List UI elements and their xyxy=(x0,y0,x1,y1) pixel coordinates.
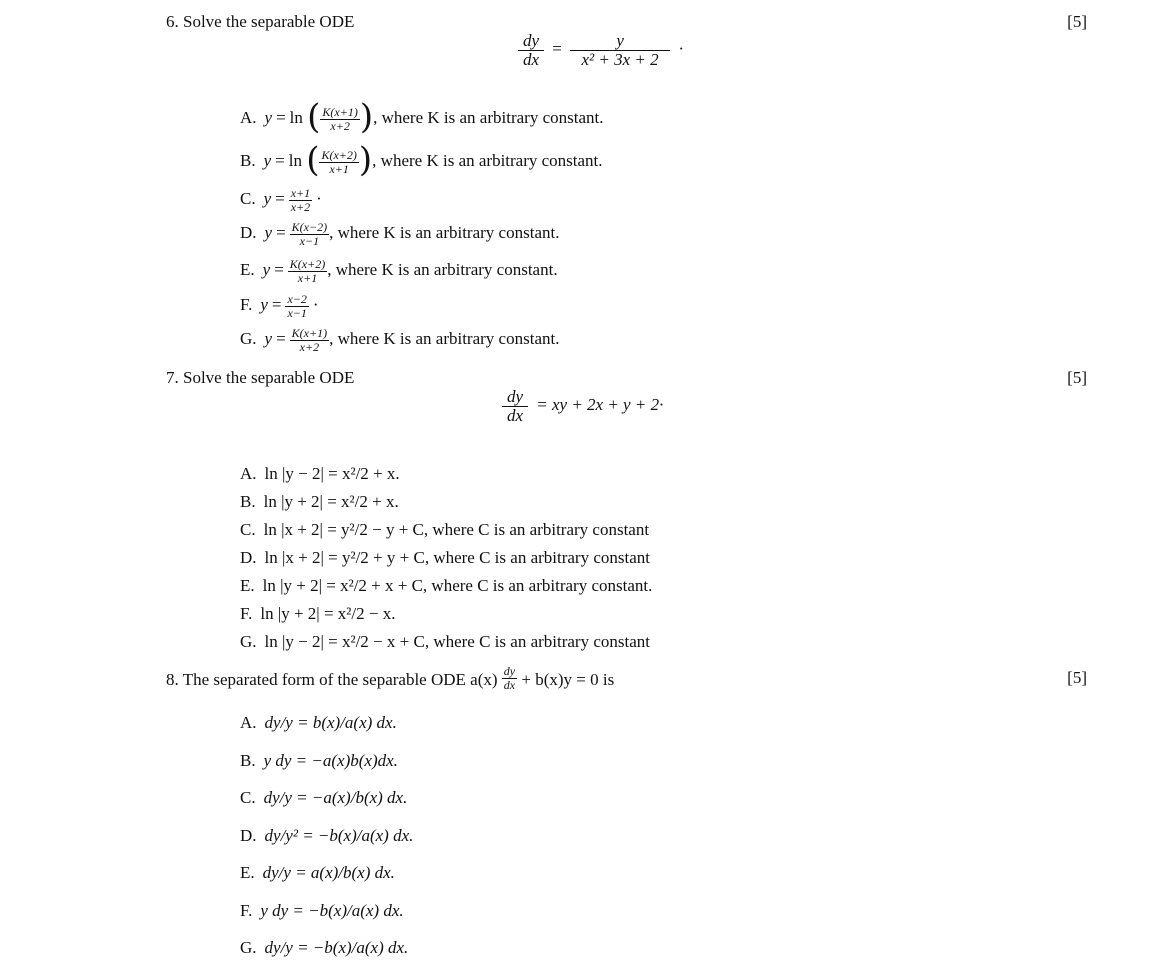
q6-option-e[interactable]: E. y = $\frac{K(x+2)}{x+1}$ , where K is an arbitrary constant. xyxy=(240,257,558,285)
q6f-tail: · xyxy=(312,295,319,314)
q8-prompt-num: dy xyxy=(503,664,516,678)
q8c-text: dy/y = −a(x)/b(x) dx. xyxy=(263,788,408,807)
q6c-tail: · xyxy=(316,189,322,208)
q8-marks: [5] xyxy=(1067,668,1087,687)
q7-lhs-den: dx xyxy=(506,405,524,425)
q6-prompt: Solve the separable ODE xyxy=(183,12,355,31)
q7-option-d[interactable] xyxy=(240,544,652,572)
q6d-tail: , where K is an arbitrary constant. xyxy=(329,223,560,242)
option-label: A. xyxy=(240,107,257,127)
q6a-num: K(x+1) xyxy=(322,104,358,119)
option-label: C. xyxy=(240,520,256,539)
q6-option-f[interactable]: F. y = $\frac{x-2}{x-1}$ · xyxy=(240,292,319,320)
q8-number: 8. xyxy=(166,670,179,689)
q8-option-g[interactable] xyxy=(240,929,413,967)
q6f-num: x−2 xyxy=(287,292,307,306)
q8-options xyxy=(240,704,413,967)
q8-prompt-den: dx xyxy=(503,677,516,692)
option-label: F. xyxy=(240,900,253,920)
option-label: G. xyxy=(240,329,257,348)
q6a-tail: , where K is an arbitrary constant. xyxy=(373,107,604,127)
q6e-num: K(x+2) xyxy=(289,257,326,271)
q7d-text: ln |x + 2| = y²/2 + y + C, where C is an arbitrary constant xyxy=(264,548,650,567)
q7-number: 7. xyxy=(166,368,179,387)
q7-option-a[interactable] xyxy=(240,460,652,488)
q8-heading xyxy=(166,664,615,694)
q8f-text: y dy = −b(x)/a(x) dx. xyxy=(260,900,404,920)
q8b-text: y dy = −a(x)b(x)dx. xyxy=(263,750,398,770)
option-label: A. xyxy=(240,464,257,483)
q6-option-b[interactable]: B. y = ln ( $\frac{K(x+2)}{x+1}$ ), where K is an arbitrary constant. xyxy=(240,140,603,180)
q6d-den: x−1 xyxy=(299,233,320,248)
q6-number: 6. xyxy=(166,12,179,31)
q7a-text: ln |y − 2| = x²/2 + x. xyxy=(264,464,400,483)
q7-heading xyxy=(166,368,354,388)
q7-rhs: = xy + 2x + y + 2· xyxy=(536,395,664,415)
q8-option-a[interactable] xyxy=(240,704,413,742)
q6-option-g[interactable]: G. y = $\frac{K(x+1)}{x+2}$ , where K is an arbitrary constant. xyxy=(240,326,560,354)
option-label: A. xyxy=(240,713,257,732)
q6-marks: [5] xyxy=(1067,12,1087,31)
option-label: D. xyxy=(240,223,257,242)
q8-option-b[interactable] xyxy=(240,742,413,780)
option-label: F. xyxy=(240,295,253,314)
option-label: D. xyxy=(240,825,257,845)
option-label: G. xyxy=(240,938,257,957)
q6f-den: x−1 xyxy=(287,305,307,320)
q8-option-c[interactable] xyxy=(240,779,413,817)
option-label: E. xyxy=(240,260,255,279)
q7-marks: [5] xyxy=(1067,368,1087,387)
q6-option-c[interactable]: C. y = $\frac{x+1}{x+2}$ · xyxy=(240,186,322,214)
q7g-text: ln |y − 2| = x²/2 − x + C, where C is an arbitrary constant xyxy=(264,632,650,651)
q6c-den: x+2 xyxy=(290,199,311,214)
q7-option-c[interactable] xyxy=(240,516,652,544)
q7-option-f[interactable] xyxy=(240,600,652,628)
q7-prompt: Solve the separable ODE xyxy=(183,368,355,387)
q6g-den: x+2 xyxy=(299,339,320,354)
q7e-text: ln |y + 2| = x²/2 + x + C, where C is an arbitrary constant. xyxy=(262,576,653,595)
option-label: B. xyxy=(240,750,256,770)
q8-prompt-pre: The separated form of the separable ODE a(x) xyxy=(182,670,498,689)
q7-option-b[interactable] xyxy=(240,488,652,516)
q6-heading xyxy=(166,12,354,32)
q7b-text: ln |y + 2| = x²/2 + x. xyxy=(263,492,399,511)
q6g-num: K(x+1) xyxy=(291,326,328,340)
option-label: E. xyxy=(240,576,255,595)
option-label: B. xyxy=(240,492,256,511)
option-label: F. xyxy=(240,604,253,623)
q6-lhs-num: dy xyxy=(518,32,544,51)
q7c-text: ln |x + 2| = y²/2 − y + C, where C is an arbitrary constant xyxy=(263,520,650,539)
option-label: C. xyxy=(240,788,256,807)
q6e-den: x+1 xyxy=(297,270,318,285)
q7f-text: ln |y + 2| = x²/2 − x. xyxy=(260,604,396,623)
q8-option-d[interactable] xyxy=(240,817,413,855)
q8-option-f[interactable] xyxy=(240,892,413,930)
option-label: E. xyxy=(240,863,255,882)
q6e-tail: , where K is an arbitrary constant. xyxy=(327,260,558,279)
q8d-text: dy/y² = −b(x)/a(x) dx. xyxy=(264,825,414,845)
q6b-den: x+1 xyxy=(329,161,349,176)
option-label: D. xyxy=(240,548,257,567)
q6b-num: K(x+2) xyxy=(321,147,357,162)
q6-display-equation: $\frac{dy}{dx}$ = $\frac{y}{\text{x² + 3x + 2}}$ · xyxy=(518,32,684,69)
q6b-tail: , where K is an arbitrary constant. xyxy=(372,150,603,170)
q6a-den: x+2 xyxy=(330,118,350,133)
q8-prompt-post: + b(x)y = 0 is xyxy=(521,670,615,689)
q6-lhs-den: dx xyxy=(522,49,540,69)
q7-display-equation xyxy=(502,388,663,425)
q8a-text: dy/y = b(x)/a(x) dx. xyxy=(264,713,397,732)
q6-option-a[interactable]: A. y = ln ( $\frac{K(x+1)}{x+2}$ ), where K is an arbitrary constant. xyxy=(240,97,604,137)
q8g-text: dy/y = −b(x)/a(x) dx. xyxy=(264,938,409,957)
option-label: G. xyxy=(240,632,257,651)
q6d-num: K(x−2) xyxy=(291,220,328,234)
q7-option-e[interactable] xyxy=(240,572,652,600)
q6c-num: x+1 xyxy=(290,186,311,200)
option-label: B. xyxy=(240,150,256,170)
q6-rhs-den: x² + 3x + 2 xyxy=(581,49,659,69)
q6-rhs-num: y xyxy=(570,32,670,51)
q7-lhs-num: dy xyxy=(502,388,528,407)
q7-options xyxy=(240,460,652,656)
q6g-tail: , where K is an arbitrary constant. xyxy=(329,329,560,348)
q7-option-g[interactable] xyxy=(240,628,652,656)
q8e-text: dy/y = a(x)/b(x) dx. xyxy=(262,863,395,882)
option-label: C. xyxy=(240,189,256,208)
q6-option-d[interactable]: D. y = $\frac{K(x-2)}{x-1}$ , where K is an arbitrary constant. xyxy=(240,220,560,248)
q8-option-e[interactable] xyxy=(240,854,413,892)
